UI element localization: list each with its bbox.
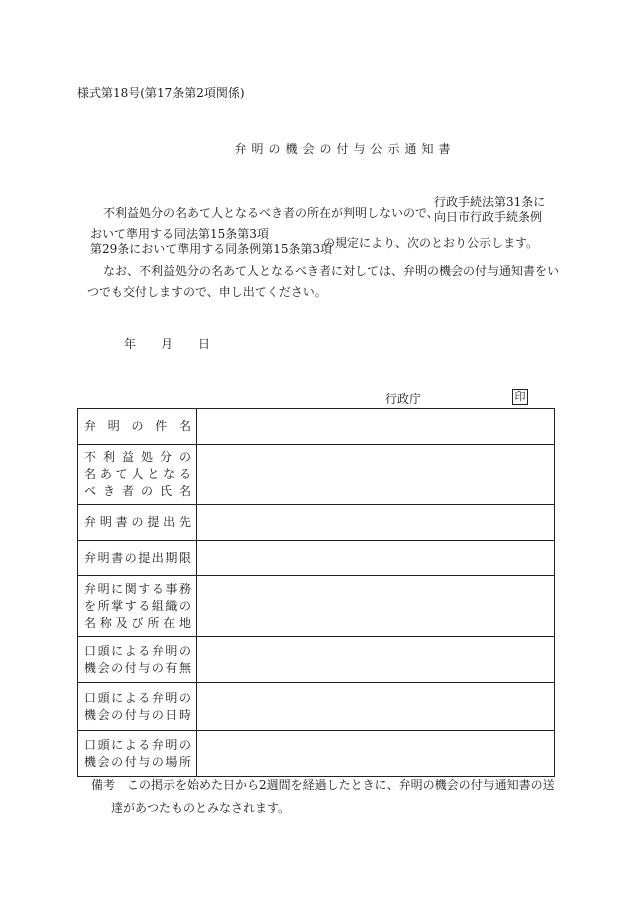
row-value-submission-deadline[interactable] <box>197 541 555 576</box>
row-label-addressee-name: 不 利 益 処 分 の 名あて人となる べ き 者 の 氏 名 <box>78 445 197 505</box>
date-day: 日 <box>198 337 211 351</box>
remarks-line-2: 達があつたものとみなされます。 <box>111 801 291 815</box>
date-year: 年 <box>124 337 137 351</box>
legal-basis-option-b: 向日市行政手続条例 <box>434 210 543 224</box>
table-row <box>78 505 555 541</box>
form-number: 様式第18号(第17条第2項関係) <box>77 86 245 100</box>
table-row <box>78 576 555 637</box>
legal-basis-clause <box>90 227 332 257</box>
legal-basis-choice <box>434 195 545 225</box>
row-label-case-name: 弁 明 の 件 名 <box>78 409 197 445</box>
row-value-addressee-name[interactable] <box>197 445 555 505</box>
table-row <box>78 541 555 576</box>
row-value-oral-hearing-datetime[interactable] <box>197 683 555 731</box>
remarks-line-1: 備考 この掲示を始めた日から2週間を経過したときに、弁明の機会の付与通知書の送 <box>91 778 555 792</box>
row-value-case-name[interactable] <box>197 409 555 445</box>
paragraph-1-lead: 不利益処分の名あて人となるべき者の所在が判明しないので、 <box>103 206 439 220</box>
paragraph-2-line-2: つでも交付しますので、申し出てください。 <box>87 285 327 299</box>
administrative-agency-label: 行政庁 <box>385 392 422 406</box>
notice-details-table <box>77 408 555 777</box>
legal-basis-option-a: 行政手続法第31条に <box>434 195 546 209</box>
paragraph-1-tail: の規定により、次のとおり公示します。 <box>323 236 539 250</box>
row-label-submission-deadline: 弁明書の提出期限 <box>78 541 197 576</box>
table-row <box>78 637 555 683</box>
row-value-responsible-office[interactable] <box>197 576 555 637</box>
row-label-submission-destination: 弁明書の提出先 <box>78 505 197 541</box>
legal-basis-clause-a: おいて準用する同法第15条第3項 <box>90 227 269 241</box>
row-value-oral-hearing-availability[interactable] <box>197 637 555 683</box>
date-line <box>124 335 210 352</box>
date-month: 月 <box>161 337 174 351</box>
row-label-oral-hearing-location: 口頭による弁明の 機会の付与の場所 <box>78 731 197 777</box>
paragraph-2-line-1: なお、不利益処分の名あて人となるべき者に対しては、弁明の機会の付与通知書をい <box>103 264 560 278</box>
document-title: 弁明の機会の付与公示通知書 <box>234 142 456 156</box>
row-value-oral-hearing-location[interactable] <box>197 731 555 777</box>
table-row <box>78 445 555 505</box>
row-label-oral-hearing-availability: 口頭による弁明の 機会の付与の有無 <box>78 637 197 683</box>
row-label-responsible-office: 弁明に関する事務 を所掌する組織の 名称及び所在地 <box>78 576 197 637</box>
seal-mark: 印 <box>512 389 528 405</box>
table-row <box>78 683 555 731</box>
row-label-oral-hearing-datetime: 口頭による弁明の 機会の付与の日時 <box>78 683 197 731</box>
table-row <box>78 409 555 445</box>
legal-basis-clause-b: 第29条において準用する同条例第15条第3項 <box>90 242 333 256</box>
table-row <box>78 731 555 777</box>
row-value-submission-destination[interactable] <box>197 505 555 541</box>
